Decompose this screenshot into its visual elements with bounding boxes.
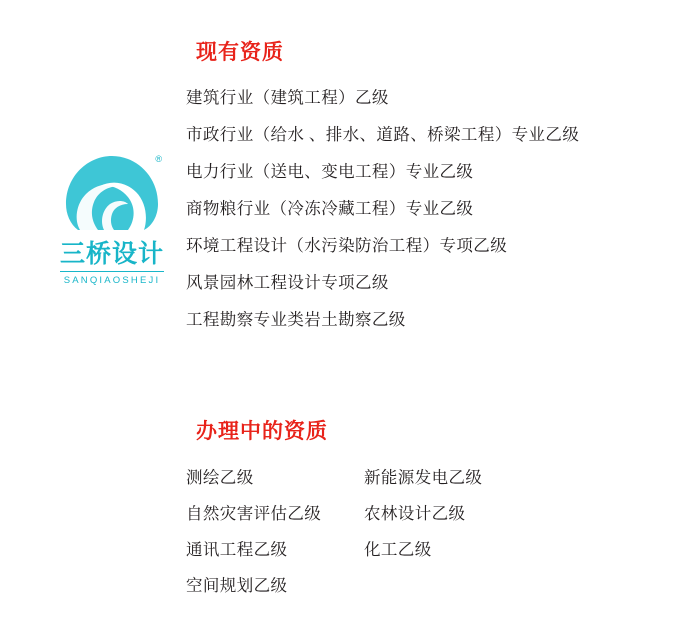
company-logo [52,150,172,286]
logo-divider [60,271,164,272]
list-item-left: 自然灾害评估乙级 [186,504,322,523]
list-item: 环境工程设计（水污染防治工程）专项乙级 [186,236,508,256]
list-item [186,458,546,494]
in-progress-qualifications-title: 办理中的资质 [196,419,328,443]
list-item: 工程勘察专业类岩土勘察乙级 [186,310,406,330]
in-progress-qualifications-list [186,458,546,602]
logo-wave-icon [60,150,164,234]
list-item: 建筑行业（建筑工程）乙级 [186,88,389,108]
registered-trademark-icon: ® [155,154,162,164]
list-item: 市政行业（给水 、排水、道路、桥梁工程）专业乙级 [186,125,580,145]
existing-qualifications-list [186,80,579,339]
list-item-left: 空间规划乙级 [186,576,288,595]
list-item-left: 通讯工程乙级 [186,540,288,559]
list-item-right: 新能源发电乙级 [364,468,483,487]
list-item: 商物粮行业（冷冻冷藏工程）专业乙级 [186,199,474,219]
logo-company-name: 三桥设计 [59,239,164,268]
list-item: 风景园林工程设计专项乙级 [186,273,389,293]
list-item [186,530,546,566]
list-item-left: 测绘乙级 [186,468,254,487]
list-item [186,494,546,530]
list-item-right: 农林设计乙级 [364,504,466,523]
list-item-right: 化工乙级 [364,540,432,559]
existing-qualifications-title: 现有资质 [196,40,284,64]
list-item: 电力行业（送电、变电工程）专业乙级 [186,162,474,182]
list-item [186,566,546,602]
logo-pinyin: SANQIAOSHEJI [63,274,161,286]
